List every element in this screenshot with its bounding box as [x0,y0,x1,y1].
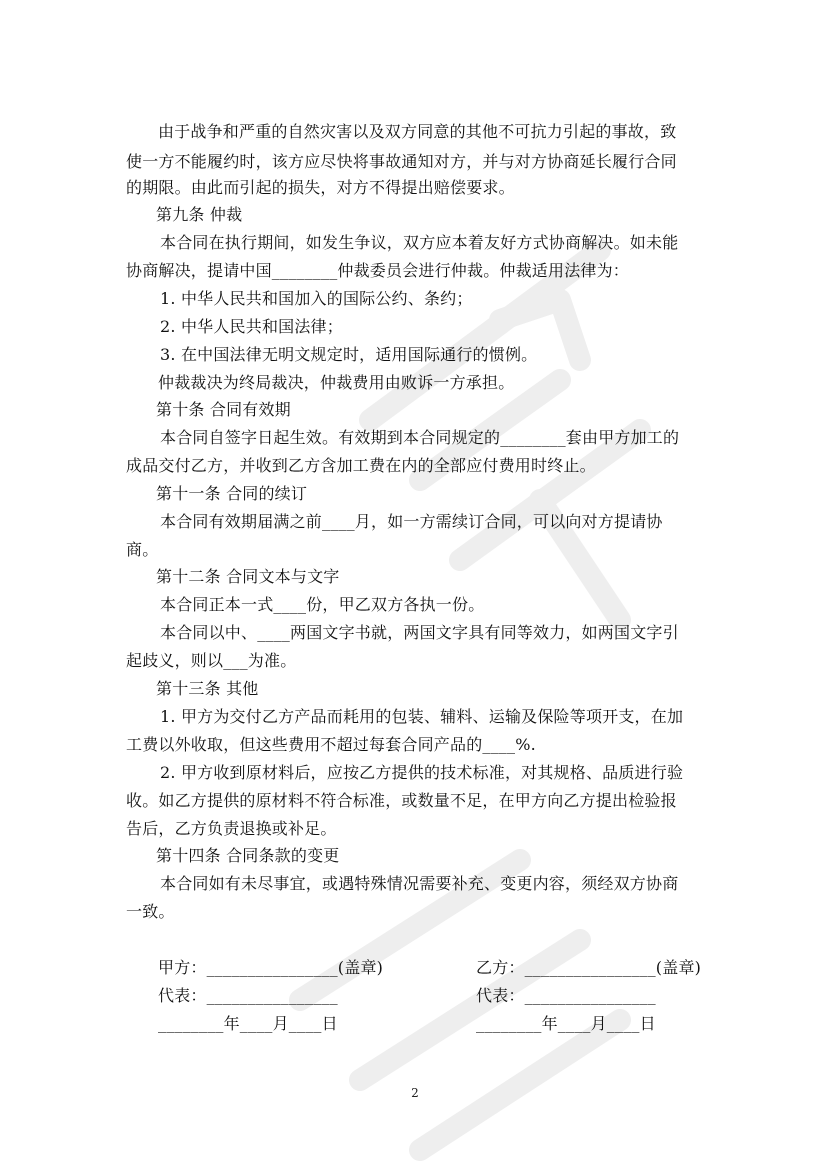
text-line: 由于战争和严重的自然灾害以及双方同意的其他不可抗力引起的事故，致 [158,122,677,141]
text-line: 工费以外收取，但这些费用不超过每套合同产品的____%. [126,735,536,754]
party-b-representative: 代表：________________ [476,986,656,1005]
text-line: 收。如乙方提供的原材料不符合标准，或数量不足，在甲方向乙方提出检验报 [126,791,677,810]
text-line: 商。 [126,540,159,559]
text-line: 本合同正本一式____份，甲乙双方各执一份。 [160,595,485,614]
text-line: 本合同在执行期间，如发生争议，双方应本着友好方式协商解决。如未能 [160,233,679,252]
text-line: 的期限。由此而引起的损失，对方不得提出赔偿要求。 [126,178,515,197]
text-line: 仲裁裁决为终局裁决，仲裁费用由败诉一方承担。 [158,373,515,392]
party-a-date: ________年____月____日 [158,1014,338,1033]
list-item: 2. 中华人民共和国法律； [160,317,343,336]
section-heading: 第十四条 合同条款的变更 [156,846,340,865]
section-heading: 第十条 合同有效期 [156,400,291,419]
party-b-label: 乙方：________________(盖章) [476,958,702,977]
text-line: 本合同自签字日起生效。有效期到本合同规定的________套由甲方加工的 [160,428,680,447]
list-item: 1. 甲方为交付乙方产品而耗用的包装、辅料、运输及保险等项开支，在加 [160,707,684,726]
section-heading: 第十二条 合同文本与文字 [156,567,340,586]
text-line: 使一方不能履约时，该方应尽快将事故通知对方，并与对方协商延长履行合同 [126,152,677,171]
text-line: 成品交付乙方，并收到乙方含加工费在内的全部应付费用时终止。 [126,456,596,475]
party-b-date: ________年____月____日 [476,1014,656,1033]
list-item: 2. 甲方收到原材料后，应按乙方提供的技术标准，对其规格、品质进行验 [160,763,684,782]
section-heading: 第九条 仲裁 [156,205,243,224]
text-line: 本合同以中、____两国文字书就，两国文字具有同等效力，如两国文字引 [160,623,679,642]
section-heading: 第十一条 合同的续订 [156,484,308,503]
list-item: 1. 中华人民共和国加入的国际公约、条约； [160,289,473,308]
party-a-representative: 代表：________________ [158,986,338,1005]
section-heading: 第十三条 其他 [156,679,259,698]
text-line: 告后，乙方负责退换或补足。 [126,819,337,838]
page-number: 2 [411,1086,419,1100]
text-line: 起歧义，则以___为准。 [126,651,297,670]
text-line: 本合同有效期届满之前____月，如一方需续订合同，可以向对方提请协 [160,512,663,531]
party-a-label: 甲方：________________(盖章) [158,958,384,977]
text-line: 本合同如有未尽事宜，或遇特殊情况需要补充、变更内容，须经双方协商 [160,874,679,893]
text-line: 协商解决，提请中国________仲裁委员会进行仲裁。仲裁适用法律为： [126,261,630,280]
text-line: 一致。 [126,902,175,921]
list-item: 3. 在中国法律无明文规定时，适用国际通行的惯例。 [160,345,538,364]
